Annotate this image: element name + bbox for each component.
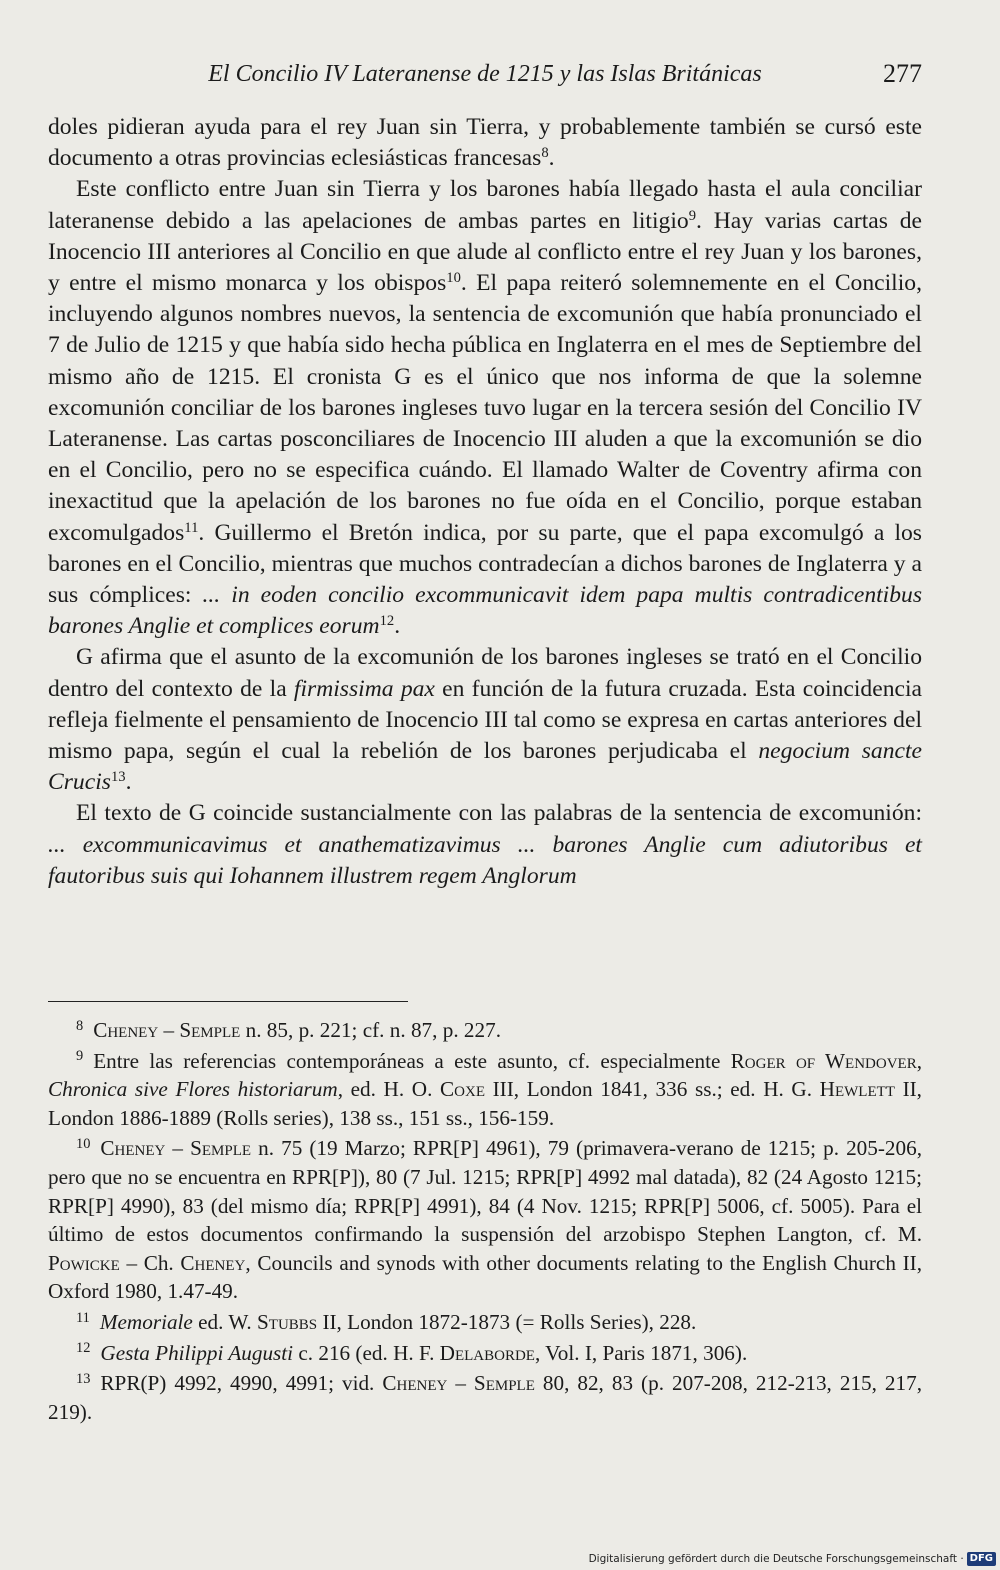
text-run: , <box>916 1048 922 1073</box>
text-run: G afirma que el asunto de la excomunión de los barones ingleses se trató en el Concilio dentro del contexto de la <box>48 644 922 702</box>
footnote-ref-9: 9 <box>688 207 696 224</box>
text-run: RPR(P) 4992, 4990, 4991; vid. <box>100 1371 383 1396</box>
footnote-ref-8: 8 <box>541 145 549 162</box>
work-title: Memoriale <box>99 1309 193 1334</box>
text-run: III, London 1841, 336 ss.; ed. H. G. <box>484 1077 820 1102</box>
author-name: Delaborde <box>439 1340 535 1365</box>
author-name: Powicke <box>48 1250 120 1275</box>
text-run: . <box>125 769 132 796</box>
footnote-9 <box>48 1047 922 1133</box>
main-text <box>48 112 922 892</box>
footnote-12 <box>48 1339 922 1368</box>
latin-term: negocium sancte Crucis <box>48 738 922 796</box>
author-name: Roger of Wendover <box>730 1048 917 1073</box>
text-run: El texto de G coincide sustancialmente con las palabras de la sentencia de excomunión: <box>76 800 922 827</box>
text-run: . Hay varias cartas de Inocencio III anteriores al Concilio en que alude al conflicto entre el rey Juan y los barones, y entre el mismo monarca y los obispos <box>48 207 922 297</box>
footnote-10 <box>48 1134 922 1306</box>
footnote-number: 9 <box>76 1048 84 1065</box>
text-run: Entre las referencias contemporáneas a este asunto, cf. especialmente <box>93 1048 731 1073</box>
text-run: , Vol. I, Paris 1871, 306). <box>534 1340 748 1365</box>
text-run: n. 85, p. 221; cf. n. 87, p. 227. <box>240 1018 502 1042</box>
footnote-ref-13: 13 <box>110 769 126 786</box>
running-title: El Concilio IV Lateranense de 1215 y las Islas Británicas <box>208 61 762 87</box>
credit-text: Digitalisierung gefördert durch die Deutsche Forschungsgemeinschaft · <box>588 1553 964 1565</box>
dfg-logo: DFG <box>967 1552 996 1566</box>
footnote-separator <box>48 1001 408 1002</box>
page-number: 277 <box>883 59 922 88</box>
text-run: ed. W. <box>192 1309 257 1334</box>
latin-term: firmissima pax <box>293 675 435 702</box>
paragraph-2 <box>48 174 922 642</box>
text-run: – Ch. <box>119 1250 181 1275</box>
text-run: . El papa reiteró solemnemente en el Concilio, incluyendo algunos nombres nuevos, la sentencia de excomunión que había pronunciado el 7 de Julio de 1215 y que había sido hecha pública en Inglaterra en el mes de Septiembre del mismo año de 1215. El cronista G es el único que nos informa de que la solemne excomunión conciliar de los barones ingleses tuvo lugar en la tercera sesión del Concilio IV Lateranense. Las cartas posconciliares de Inocencio III aluden a que la excomunión se dio en el Concilio, pero no se especifica cuándo. El llamado Walter de Coventry afirma con inexactitud que la apelación de los barones no fue oída en el Concilio, porque estaban excomulgados <box>48 270 922 546</box>
footnote-13 <box>48 1369 922 1426</box>
digitization-credit <box>589 1550 996 1568</box>
text-run: c. 216 (ed. H. F. <box>293 1340 440 1365</box>
text-run: , ed. H. O. <box>337 1077 441 1102</box>
text-run: 80, 82, 83 (p. 207-208, 212-213, 215, 217, 219). <box>48 1371 923 1424</box>
work-title: Chronica sive Flores historiarum <box>48 1077 338 1102</box>
text-run: doles pidieran ayuda para el rey Juan sin Tierra, y probablemente también se cursó este documento a otras provincias eclesiásticas francesas <box>48 114 922 172</box>
text-run: n. 75 (19 Marzo; RPR[P] 4961), 79 (primavera-verano de 1215; p. 205-206, pero que no se encuentra en RPR[P]), 80 (7 Jul. 1215; RPR[P] 4992 mal datada), 82 (24 Agosto 1215; RPR[P] 4990), 83 (del mismo día; RPR[P] 4991), 84 (4 Nov. 1215; RPR[P] 5006, cf. 5005). Para el último de estos documentos confirmando la suspensión del arzobispo Stephen Langton, cf. M. <box>48 1136 923 1247</box>
work-title: Gesta Philippi Augusti <box>100 1340 294 1365</box>
footnote-ref-12: 12 <box>379 613 395 630</box>
text-run: . Guillermo el Bretón indica, por su parte, que el papa excomulgó a los barones en el Concilio, mientras que muchos contradecían a dichos barones de Inglaterra y a sus cómplices: <box>48 519 922 609</box>
footnote-number: 13 <box>76 1370 91 1387</box>
author-name: Cheney – Semple <box>100 1136 252 1161</box>
author-name: Coxe <box>440 1077 485 1102</box>
footnote-number: 8 <box>76 1017 84 1034</box>
text-run: en función de la futura cruzada. Esta coincidencia refleja fielmente el pensamiento de Inocencio III tal como se expresa en cartas anteriores del mismo papa, según el cual la rebelión de los barones perjudicaba el <box>48 675 922 765</box>
text-run: II, London 1886-1889 (Rolls series), 138 ss., 151 ss., 156-159. <box>48 1077 922 1130</box>
author-name: Cheney – Semple <box>93 1018 241 1042</box>
author-name: Stubbs <box>257 1309 318 1334</box>
paragraph-3 <box>48 642 922 798</box>
footnotes <box>48 1016 922 1428</box>
latin-quote: ... excommunicavimus et anathematizavimus ... barones Anglie cum adiutoribus et fautoribus suis qui Iohannem illustrem regem Anglorum <box>48 831 922 889</box>
text-run: , Councils and synods with other documents relating to the English Church II, Oxford 1980, 1.47-49. <box>48 1250 922 1304</box>
text-run: II, London 1872-1873 (= Rolls Series), 228. <box>317 1309 697 1334</box>
footnote-8 <box>48 1016 922 1045</box>
footnote-ref-11: 11 <box>184 519 199 536</box>
latin-quote: ... in eoden concilio excommunicavit idem papa multis contradicentibus barones Anglie et complices eorum <box>48 582 922 640</box>
footnote-number: 12 <box>76 1340 91 1357</box>
author-name: Cheney <box>180 1250 246 1275</box>
author-name: Cheney – Semple <box>382 1371 535 1396</box>
text-run: . <box>394 613 401 640</box>
footnote-11 <box>48 1308 922 1337</box>
paragraph-4 <box>48 798 922 892</box>
paragraph-1 <box>48 112 922 174</box>
text-run: . <box>548 145 555 172</box>
text-run: Este conflicto entre Juan sin Tierra y los barones había llegado hasta el aula conciliar lateranense debido a las apelaciones de ambas partes en litigio <box>48 176 922 234</box>
footnote-ref-10: 10 <box>446 269 461 286</box>
footnote-number: 10 <box>76 1136 91 1153</box>
footnote-number: 11 <box>76 1309 90 1326</box>
author-name: Hewlett <box>819 1077 895 1102</box>
page-header <box>48 58 922 94</box>
